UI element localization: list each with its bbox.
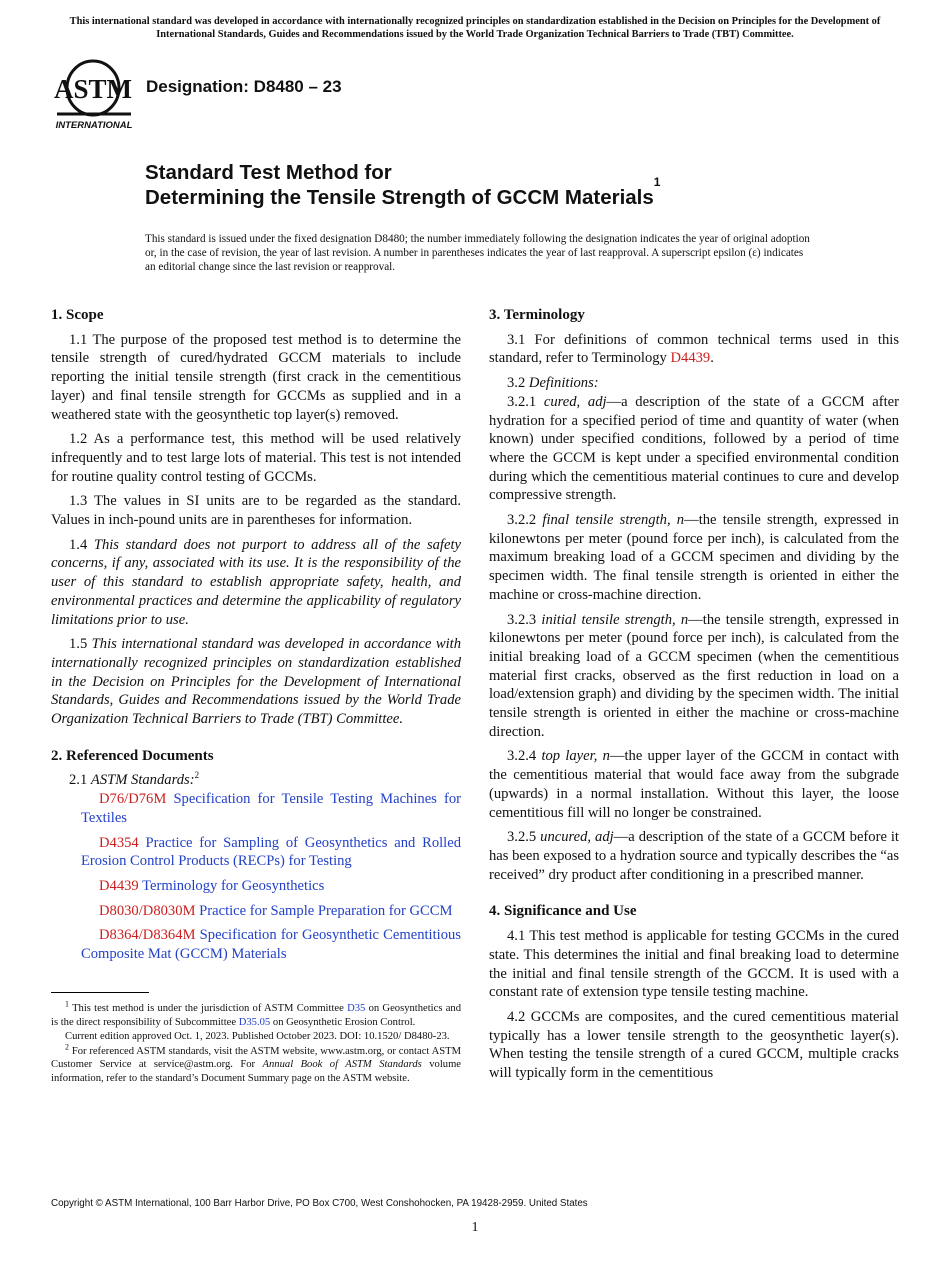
definition-number: 3.2.5 <box>507 829 537 846</box>
subcommittee-d35-05-link[interactable]: D35.05 <box>238 1016 271 1028</box>
document-title <box>145 160 660 210</box>
definition-number: 3.2.3 <box>507 611 537 628</box>
definition-item <box>489 611 899 742</box>
footnote-1-mark: 1 <box>65 999 69 1009</box>
definition-text: —the tensile strength, expressed in kilonewtons per meter (pound force per inch), is calculated from the maximum breaking load of a GCCM specimen and dividing by the specimen width. The final tensile strength is oriented in either the machine or cross-machine direction. <box>489 512 899 603</box>
definition-item <box>489 747 899 822</box>
definition-text: —the upper layer of the GCCM in contact with the cementitious material that would face away from the subgrade (upwards) in a normal installation. Without this layer, the loose cementitious fill will no longer be constrained. <box>489 748 899 821</box>
footnote-2-text-b: volume information, refer to the standard’s Document Summary page on the ASTM website. <box>51 1059 462 1084</box>
definition-item <box>489 393 899 505</box>
paragraph-1-2: 1.2 As a performance test, this method will be used relatively infrequently and to test large lots of material. This test is not intended for routine quality control testing of GCCMs. <box>51 431 461 485</box>
ref-item[interactable] <box>51 834 461 871</box>
d4439-link[interactable]: D4439 <box>670 350 711 367</box>
ref-code-link[interactable]: D76/D76M <box>99 791 167 808</box>
definition-term: final tensile strength, n <box>542 512 685 529</box>
ref-item[interactable] <box>51 790 461 827</box>
paragraph-4-1: 4.1 This test method is applicable for testing GCCMs in the cured state. This determines the initial and final breaking load to determine the initial and final tensile strength of the GCCM. It is used with a constant rate of extension type tensile testing machine. <box>489 928 899 1001</box>
referenced-standards-list <box>51 790 461 964</box>
section-heading-terminology: 3. Terminology <box>489 307 585 323</box>
paragraph-3-2 <box>489 374 899 393</box>
ref-item[interactable] <box>51 877 461 896</box>
footnote-2-italic: Annual Book of ASTM Standards <box>262 1059 422 1071</box>
definition-text: —a description of the state of a GCCM before it has been exposed to a hydration source and typically describes the “as received” dry product after conditioning in a prescribed manner. <box>489 829 899 883</box>
definition-term: cured, adj <box>543 393 607 410</box>
definition-text: —a description of the state of a GCCM after hydration for a specified period of time and quantity of water (when known) under specified conditions, followed by a period of time where the GCCM is kept under a specified environmental condition during which the cementitious material continues to cure and develop compressive strength. <box>489 393 899 504</box>
left-column <box>51 306 461 970</box>
ref-code-link[interactable]: D8364/D8364M <box>99 927 196 944</box>
title-line-1: Standard Test Method for <box>145 161 392 184</box>
paragraph-4-2: 4.2 GCCMs are composites, and the cured cementitious material typically has a lower tensile strength to the geosynthetic layer(s). When testing the tensile strength of a cured GCCM, multiple cracks will typically form in the cementitious <box>489 1008 899 1082</box>
page-number: 1 <box>471 1220 479 1235</box>
footnote-2-mark: 2 <box>65 1042 69 1052</box>
definition-term: initial tensile strength, n <box>541 611 689 628</box>
international-standard-notice: This international standard was developed in accordance with internationally recognized principles on standardization established in the Decision on Principles for the Development of International Standards, Guides and Recommendations issued by the World Trade Organization Technical Barriers to Trade (TBT) Committee. <box>69 16 881 40</box>
ref-code-link[interactable]: D8030/D8030M <box>99 902 196 919</box>
footnote-2 <box>51 1042 462 1086</box>
footnote-divider <box>51 992 149 993</box>
ref-title-link[interactable]: Specification for Tensile Testing Machines for Textiles <box>81 791 462 826</box>
footnote-1 <box>51 999 461 1029</box>
paragraph-2-1 <box>51 771 461 790</box>
logo-org-text: INTERNATIONAL <box>55 120 133 131</box>
ref-title-link[interactable]: Terminology for Geosynthetics <box>142 877 325 894</box>
definition-number: 3.2.1 <box>507 393 537 410</box>
title-line-2 <box>145 175 661 210</box>
section-heading-referenced-documents: 2. Referenced Documents <box>51 747 214 764</box>
paragraph-1-5 <box>51 635 461 729</box>
definition-item <box>489 828 899 884</box>
definition-item <box>489 511 899 605</box>
title-line-2-text: Determining the Tensile Strength of GCCM Materials <box>145 186 654 209</box>
ref-item[interactable] <box>51 926 461 963</box>
paragraph-2-1-text: ASTM Standards: <box>90 772 195 789</box>
astm-logo <box>53 58 135 132</box>
ref-code-link[interactable]: D4439 <box>99 877 139 894</box>
footnote-1-text-c: on Geosynthetic Erosion Control. <box>272 1016 416 1028</box>
definition-term: uncured, adj <box>540 829 614 846</box>
paragraph-2-1-number: 2.1 <box>69 772 88 789</box>
definition-number: 3.2.4 <box>507 748 537 765</box>
paragraph-1-1: 1.1 The purpose of the proposed test method is to determine the tensile strength of cured/hydrated GCCM materials to include reporting the initial tensile strength (first crack in the cementitious layer) and final tensile strength for GCCMs as supplied and in a weathered state with the geosynthetic top layer(s) removed. <box>51 331 461 423</box>
paragraph-1-4-text: This standard does not purport to address all of the safety concerns, if any, associated with its use. It is the responsibility of the user of this standard to establish appropriate safety, health, and environmental practices and determine the applicability of regulatory limitations prior to use. <box>51 536 461 628</box>
ref-title-link[interactable]: Practice for Sample Preparation for GCCM <box>199 902 453 919</box>
footnote-2-text-a: For referenced ASTM standards, visit the ASTM website, www.astm.org, or contact ASTM Customer Service at service@astm.org. For <box>51 1045 462 1071</box>
paragraph-1-4-number: 1.4 <box>69 536 88 553</box>
ref-code-link[interactable]: D4354 <box>99 834 139 851</box>
footnote-1-text-a: This test method is under the jurisdiction of ASTM Committee <box>72 1003 344 1014</box>
paragraph-2-1-footnote-mark: 2 <box>194 770 200 781</box>
definition-text: —the tensile strength, expressed in kilonewtons per meter (pound force per inch), is calculated from the initial breaking load of a GCCM specimen (when the cementitious material first cracks, observed as the first reduction in load on a load/extension graph) and dividing by the specimen width. The initial tensile strength is oriented in either the machine or cross-machine direction. <box>489 611 900 740</box>
designation: Designation: D8480 – 23 <box>146 77 342 96</box>
ref-title-link[interactable]: Practice for Sampling of Geosynthetics and Rolled Erosion Control Products (RECPs) for Testing <box>81 834 462 870</box>
definition-term: top layer, n <box>541 748 610 765</box>
paragraph-1-4 <box>51 536 461 630</box>
paragraph-3-2-number: 3.2 <box>507 375 526 392</box>
ref-item[interactable] <box>51 902 461 921</box>
right-column <box>489 306 899 1089</box>
footnote-1-text-b: on Geosynthetics and is the direct responsibility of Subcommittee <box>51 1003 461 1028</box>
paragraph-3-1: 3.1 For definitions of common technical terms used in this standard, refer to Terminology D4439. <box>489 331 899 367</box>
paragraph-1-3: 1.3 The values in SI units are to be regarded as the standard. Values in inch-pound units are in parentheses for information. <box>51 493 461 529</box>
astm-logo-mark <box>53 58 135 132</box>
section-heading-significance-and-use: 4. Significance and Use <box>489 903 637 920</box>
definition-number: 3.2.2 <box>507 512 537 529</box>
paragraph-3-2-text: Definitions: <box>528 375 599 392</box>
paragraph-1-5-number: 1.5 <box>69 636 88 653</box>
committee-d35-link[interactable]: D35 <box>347 1003 366 1014</box>
footnotes <box>51 999 462 1087</box>
title-footnote-mark: 1 <box>653 175 661 189</box>
copyright-notice: Copyright © ASTM International, 100 Barr Harbor Drive, PO Box C700, West Conshohocken, PA 19428-2959. United States <box>51 1198 588 1209</box>
footnote-1-edition: Current edition approved Oct. 1, 2023. Published October 2023. DOI: 10.1520/ D8480-23. <box>65 1031 450 1043</box>
paragraph-1-5-text: This international standard was developed in accordance with internationally recognized principles on standardization established in the Decision on Principles for the Development of International Standards, Guides and Recommendations issued by the World Trade Organization Technical Barriers to Trade (TBT) Committee. <box>51 636 462 728</box>
section-heading-scope: 1. Scope <box>51 307 104 323</box>
paragraph-3-1-text: 3.1 For definitions of common technical terms used in this standard, refer to Terminology <box>489 331 899 367</box>
logo-letters: ASTM <box>53 74 133 104</box>
ref-title-link[interactable]: Specification for Geosynthetic Cementitious Composite Mat (GCCM) Materials <box>81 927 461 963</box>
issue-statement: This standard is issued under the fixed designation D8480; the number immediately following the designation indicates the year of original adoption or, in the case of revision, the year of last revision. A number in parentheses indicates the year of last reapproval. A superscript epsilon (ε) indicates an editorial change since the last revision or reapproval. <box>145 233 810 274</box>
